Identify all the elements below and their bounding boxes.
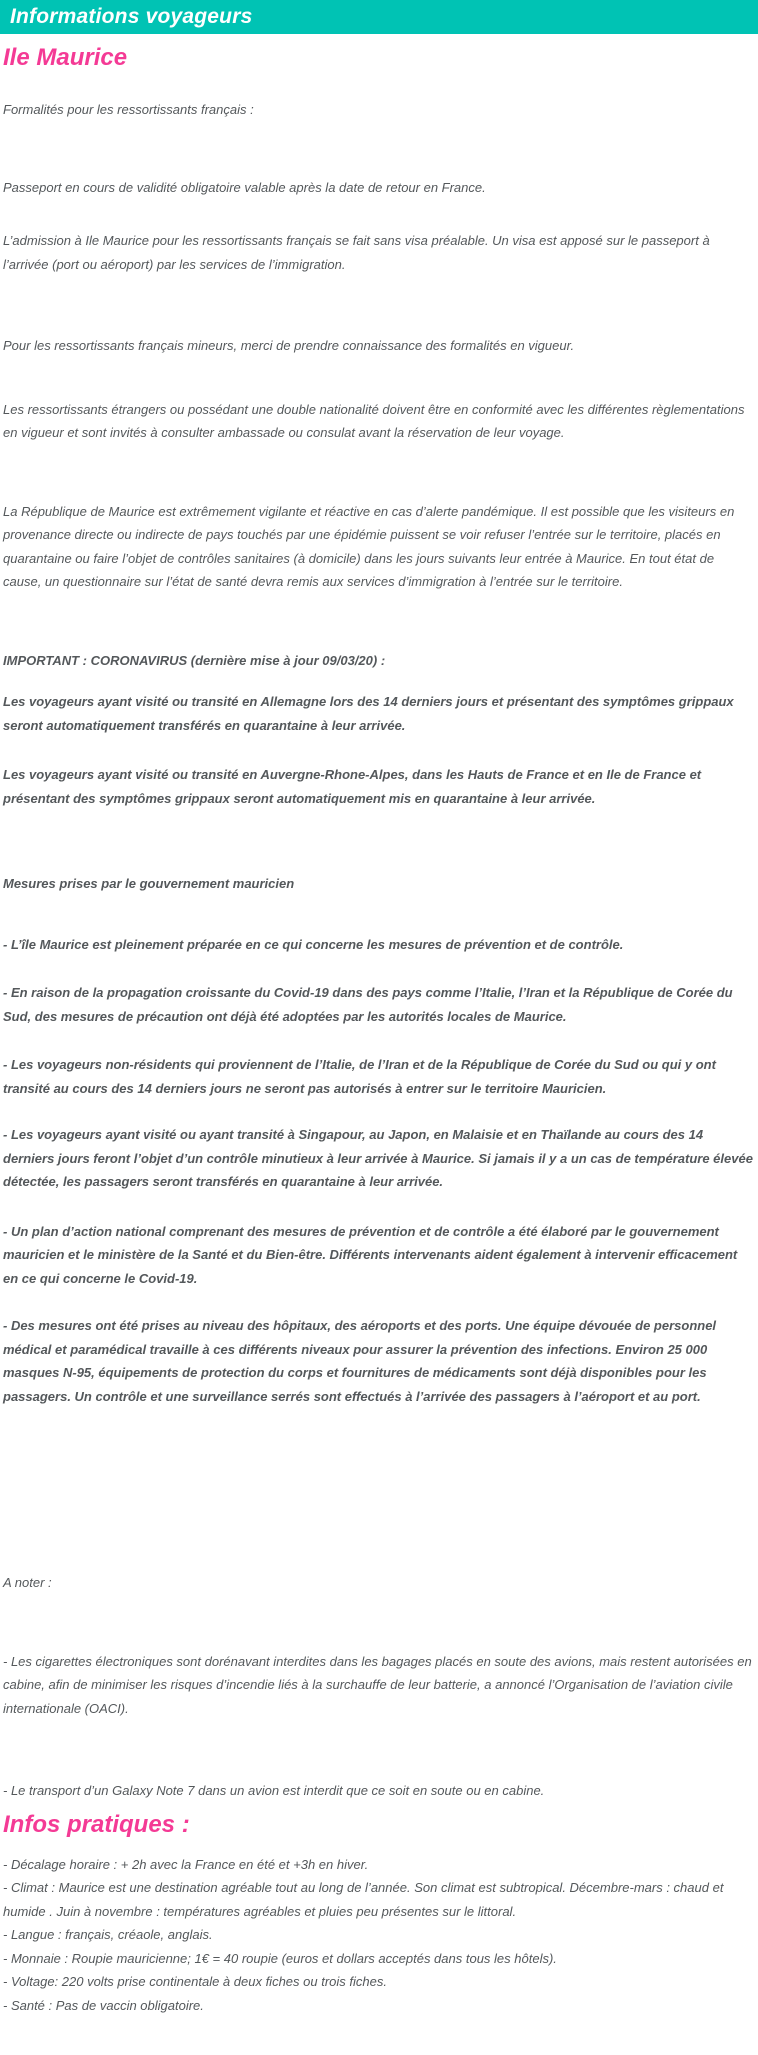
- practical-item-health: - Santé : Pas de vaccin obligatoire.: [3, 1997, 204, 2013]
- measure-item-precautions: - En raison de la propagation croissante du Covid-19 dans des pays comme l’Italie, l’Iran et la République de Corée du Sud, des mesures de précaution ont déjà été adoptées par les autorités locales de Maurice.: [3, 985, 733, 1024]
- note-ecigarettes: - Les cigarettes électroniques sont dorénavant interdites dans les bagages placés en soute des avions, mais restent autorisées en cabine, afin de minimiser les risques d’incendie liés à la surchauffe de leur batterie, a annoncé l’Organisation de l’aviation civile internationale (OACI).: [3, 1653, 752, 1716]
- practical-item-climate: - Climat : Maurice est une destination agréable tout au long de l’année. Son climat est subtropical. Décembre-mars : chaud et humide . Juin à novembre : températures agréables et pluies peu présentes sur le littoral.: [3, 1880, 724, 1919]
- destination-title: Ile Maurice: [3, 44, 128, 71]
- travel-info-document: [0, 44, 758, 2023]
- coronavirus-heading: IMPORTANT : CORONAVIRUS (dernière mise à jour 09/03/20) :: [3, 652, 386, 668]
- formalities-minors: Pour les ressortissants français mineurs, merci de prendre connaissance des formalités en vigueur.: [3, 338, 575, 353]
- practical-item-voltage: - Voltage: 220 volts prise continentale à deux fiches ou trois fiches.: [3, 1974, 387, 1989]
- practical-item-timezone: - Décalage horaire : + 2h avec la France en été et +3h en hiver.: [3, 1856, 369, 1872]
- note-galaxy-note7: - Le transport d’un Galaxy Note 7 dans un avion est interdit que ce soit en soute ou en cabine.: [3, 1783, 545, 1798]
- traveler-info-header-title: Informations voyageurs: [10, 5, 253, 28]
- practical-info-heading: Infos pratiques :: [3, 1810, 190, 1838]
- formalities-intro: Formalités pour les ressortissants français :: [3, 102, 254, 117]
- coronavirus-germany-notice: Les voyageurs ayant visité ou transité en Allemagne lors des 14 derniers jours et présentant des symptômes grippaux seront automatiquement transférés en quarantaine à leur arrivée.: [3, 694, 734, 733]
- notes-heading: A noter :: [3, 1575, 52, 1590]
- practical-info-list: [3, 1853, 754, 2018]
- formalities-foreigners: Les ressortissants étrangers ou possédant une double nationalité doivent être en conformité avec les différentes règlementations en vigueur et sont invités à consulter ambassade ou consulat avant la réservation de leur voyage.: [3, 401, 745, 440]
- formalities-admission: L’admission à Ile Maurice pour les ressortissants français se fait sans visa préalable. Un visa est apposé sur le passeport à l’arrivée (port ou aéroport) par les services de l’immigration.: [3, 233, 710, 272]
- practical-item-language: - Langue : français, créaole, anglais.: [3, 1927, 213, 1942]
- measure-item-preparedness: - L’île Maurice est pleinement préparée en ce qui concerne les mesures de prévention et de contrôle.: [3, 936, 624, 952]
- measure-item-hospitals-supplies: - Des mesures ont été prises au niveau des hôpitaux, des aéroports et des ports. Une équipe dévouée de personnel médical et paramédical travaille à ces différents niveaux pour assurer la prévention des infections. Environ 25 000 masques N-95, équipements de protection du corps et fournitures de médicaments sont déjà disponibles pour les passagers. Un contrôle et une surveillance serrés sont effectués à l’arrivée des passagers à l’aéroport et au port.: [3, 1318, 717, 1404]
- traveler-info-header-bar: [0, 0, 758, 34]
- coronavirus-france-regions-notice: Les voyageurs ayant visité ou transité en Auvergne-Rhone-Alpes, dans les Hauts de France et en Ile de France et présentant des symptômes grippaux seront automatiquement mis en quarantaine à leur arrivée.: [3, 767, 702, 806]
- practical-item-currency: - Monnaie : Roupie mauricienne; 1€ = 40 roupie (euros et dollars acceptés dans tous les hôtels).: [3, 1950, 557, 1966]
- formalities-passport: Passeport en cours de validité obligatoire valable après la date de retour en France.: [3, 179, 486, 195]
- formalities-pandemic: La République de Maurice est extrêmement vigilante et réactive en cas d’alerte pandémique. Il est possible que les visiteurs en provenance directe ou indirecte de pays touchés par une épidémie puissent se voir refuser l’entrée sur le territoire, placés en quarantaine ou faire l’objet de contrôles sanitaires (à domicile) dans les jours suivants leur entrée à Maurice. En tout état de cause, un questionnaire sur l’état de santé devra remis aux services d’immigration à l’entrée sur le territoire.: [3, 503, 735, 589]
- measure-item-asia-screening: - Les voyageurs ayant visité ou ayant transité à Singapour, au Japon, en Malaisie et en Thaïlande au cours des 14 derniers jours feront l’objet d’un contrôle minutieux à leur arrivée à Maurice. Si jamais il y a un cas de température élevée détectée, les passagers seront transférés en quarantaine à leur arrivée.: [3, 1127, 753, 1189]
- measure-item-national-plan: - Un plan d’action national comprenant des mesures de prévention et de contrôle a été élaboré par le gouvernement mauricien et le ministère de la Santé et du Bien-être. Différents intervenants aident également à intervenir efficacement en ce qui concerne le Covid-19.: [3, 1223, 738, 1286]
- government-measures-heading: Mesures prises par le gouvernement mauricien: [3, 876, 295, 891]
- measure-item-non-residents: - Les voyageurs non-résidents qui proviennent de l’Italie, de l’Iran et de la République de Corée du Sud ou qui y ont transité au cours des 14 derniers jours ne seront pas autorisés à entrer sur le territoire Mauricien.: [3, 1057, 716, 1096]
